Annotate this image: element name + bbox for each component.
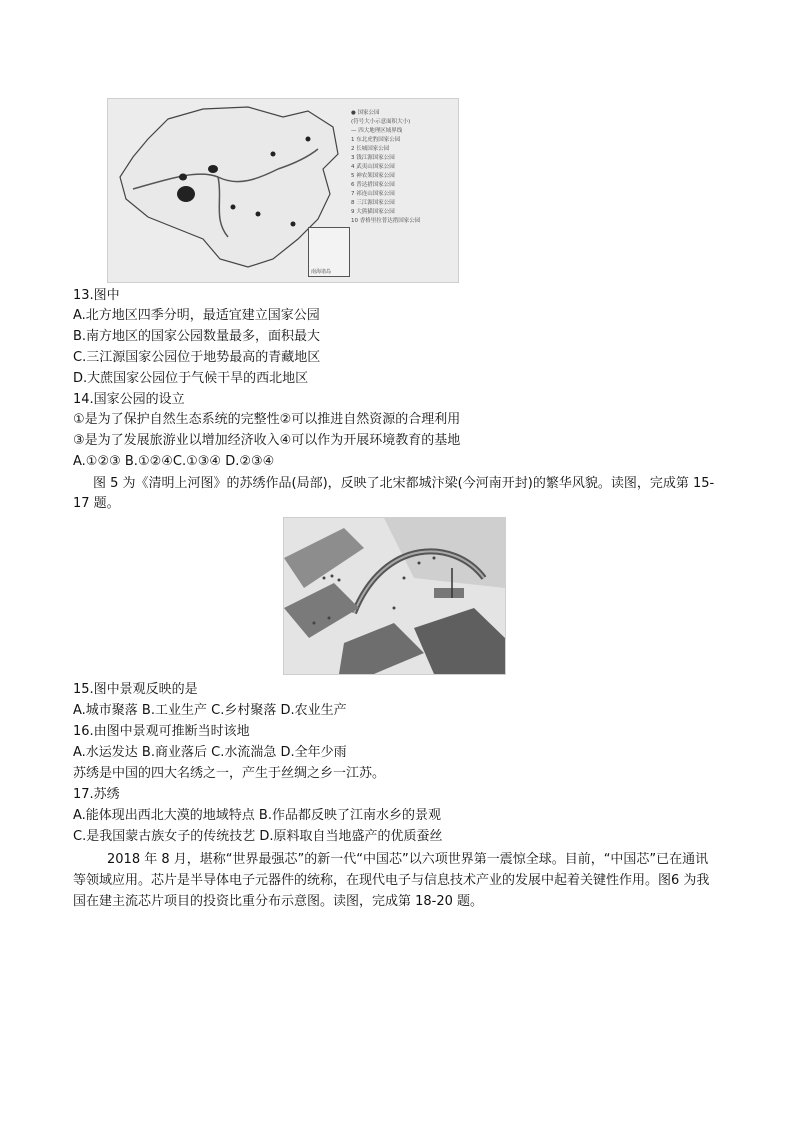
- park-marker: [271, 152, 276, 157]
- map-legend-item: 7 祁连山国家公园: [351, 191, 395, 197]
- south-china-sea-inset: [308, 227, 350, 277]
- map-legend-item: 6 普达措国家公园: [351, 182, 395, 188]
- q13-option-a: A.北方地区四季分明，最适宜建立国家公园: [73, 308, 320, 323]
- q16-stem: 16.由图中景观可推断当时该地: [73, 724, 250, 739]
- q17-stem: 17.苏绣: [73, 787, 120, 802]
- china-national-parks-map: [107, 98, 459, 283]
- q15-stem: 15.图中景观反映的是: [73, 682, 198, 697]
- q17-options-cd: C.是我国蒙古族女子的传统技艺 D.原料取自当地盛产的优质蚕丝: [73, 829, 443, 844]
- q14-statements-1: ①是为了保护自然生态系统的完整性②可以推进自然资源的合理利用: [73, 412, 461, 427]
- q14-choices: A.①②③ B.①②④C.①③④ D.②③④: [73, 454, 275, 469]
- q13-option-b: B.南方地区的国家公园数量最多，面积最大: [73, 329, 321, 344]
- suxiu-note: 苏绣是中国的四大名绣之一，产生于丝绸之乡一江苏。: [73, 766, 386, 781]
- q13-option-d: D.大蔗国家公园位于气候干旱的西北地区: [73, 371, 309, 386]
- park-marker: [179, 174, 187, 181]
- q17-options-ab: A.能体现出西北大漠的地域特点 B.作品都反映了江南水乡的景观: [73, 808, 441, 823]
- park-marker: [291, 222, 296, 227]
- map-legend-item: 3 钱江源国家公园: [351, 155, 395, 161]
- map-legend-item: (符号大小示意面积大小): [351, 119, 411, 125]
- map-legend-item: 10 香格里拉普达措国家公园: [351, 218, 421, 224]
- map-legend-item: 1 东北虎豹国家公园: [351, 137, 401, 143]
- park-marker: [231, 205, 236, 210]
- map-legend-item: 8 三江源国家公园: [351, 200, 395, 206]
- intro-15-17: 图 5 为《清明上河图》的苏绣作品(局部)，反映了北宋都城汴梁(今河南开封)的繁华风貌。读图，完成第 15-17 题。: [73, 476, 715, 511]
- q14-stem: 14.国家公园的设立: [73, 392, 185, 407]
- q15-choices: A.城市聚落 B.工业生产 C.乡村聚落 D.农业生产: [73, 703, 347, 718]
- park-marker: [256, 212, 261, 217]
- q16-choices: A.水运发达 B.商业落后 C.水流湍急 D.全年少雨: [73, 745, 347, 760]
- map-legend-item: 4 武夷山国家公园: [351, 164, 395, 170]
- map-legend-item: 5 神农架国家公园: [351, 173, 395, 179]
- embroidery-illustration: [284, 518, 505, 674]
- park-marker: [306, 137, 311, 142]
- map-legend-item: ● 国家公园: [351, 110, 380, 116]
- map-legend-item: — 四大地理区域界线: [351, 128, 403, 134]
- boat: [434, 588, 464, 598]
- map-legend-item: 9 大熊猫国家公园: [351, 209, 395, 215]
- q14-statements-2: ③是为了发展旅游业以增加经济收入④可以作为开展环境教育的基地: [73, 433, 461, 448]
- intro-18-20: 2018 年 8 月，堪称“世界最强芯”的新一代“中国芯”以六项世界第一震惊全球。目前，“中国芯”已在通讯等领域应用。芯片是半导体电子元器件的统称，在现代电子与信息技术产业的发展中起着关键性作用。图6 为我国在建主流芯片项目的投资比重分布示意图。读图，完成第 18-20 题。: [73, 852, 710, 909]
- map-legend: [351, 109, 451, 226]
- inset-label: 南海诸岛: [311, 269, 332, 275]
- qingming-embroidery-figure: [283, 517, 506, 675]
- map-legend-item: 2 长城国家公园: [351, 146, 390, 152]
- q13-stem: 13.图中: [73, 288, 120, 303]
- park-marker: [177, 186, 195, 202]
- park-marker: [208, 165, 218, 173]
- china-boundary: [120, 107, 338, 267]
- q13-option-c: C.三江源国家公园位于地势最高的青藏地区: [73, 350, 321, 365]
